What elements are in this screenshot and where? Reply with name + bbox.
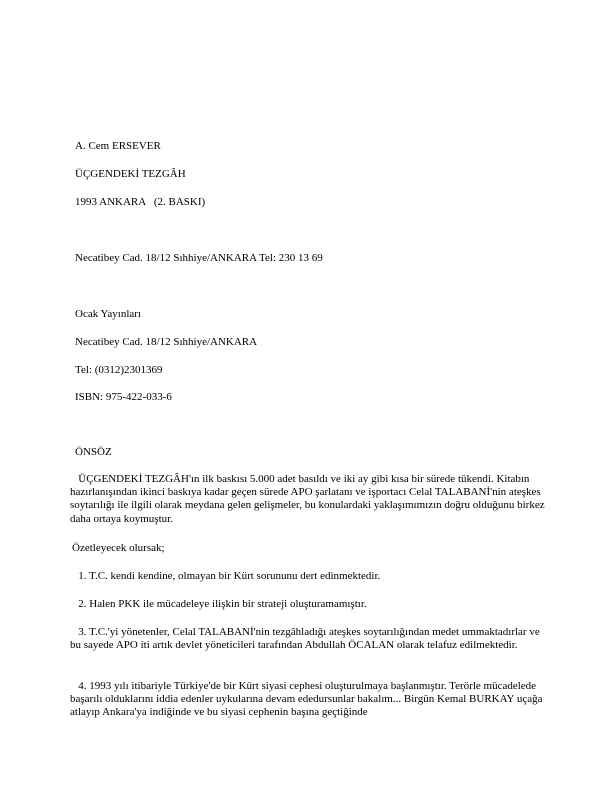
edition-info: 1993 ANKARA (2. BASKI) — [75, 196, 206, 208]
publisher-phone: Tel: (0312)2301369 — [75, 364, 163, 376]
publisher-name: Ocak Yayınları — [75, 308, 141, 320]
book-title: ÜÇGENDEKİ TEZGÂH — [75, 168, 186, 180]
publisher-address: Necatibey Cad. 18/12 Sıhhiye/ANKARA — [75, 336, 258, 348]
list-item-1: 1. T.C. kendi kendine, olmayan bir Kürt sorununu dert edinmektedir. — [70, 570, 381, 582]
preface-heading: ÖNSÖZ — [75, 446, 112, 458]
author-address: Necatibey Cad. 18/12 Sıhhiye/ANKARA Tel: 230 13 69 — [75, 252, 323, 264]
list-item-4: 4. 1993 yılı itibariyle Türkiye'de bir Kürt siyasi cephesi oluşturulmaya başlanmıştır. Terörle mücadelede başarılı olduklarını iddia edenler uykularına devam ededursunlar bakalım... Birgün Kemal BURKAY uçağa atlayıp Ankara'ya indiğinde ve bu siyasi cephenin başına geçtiğinde — [70, 680, 546, 719]
summary-label: Özetleyecek olursak; — [72, 542, 165, 554]
preface-intro-paragraph: ÜÇGENDEKİ TEZGÂH'ın ilk baskısı 5.000 adet basıldı ve iki ay gibi kısa bir sürede tükendi. Kitabın hazırlanışından ikinci baskıya kadar geçen sürede APO şarlatanı ve işportacı Celal TALABANİ'nin ateşkes soytarılığı ile ilgili olarak meydana gelen gelişmeler, bu konulardaki yaklaşımımızın doğru olduğunu birkez daha ortaya koymuştur. — [70, 473, 548, 525]
author-name: A. Cem ERSEVER — [75, 140, 161, 152]
list-item-2: 2. Halen PKK ile mücadeleye ilişkin bir strateji oluşturamamıştır. — [70, 598, 367, 610]
list-item-3: 3. T.C.'yi yönetenler, Celal TALABANİ'nin tezgâhladığı ateşkes soytarılığından medet ummaktadırlar ve bu sayede APO iti artık devlet yöneticileri tarafından Abdullah ÖCALAN olarak telafuz edilmektedir. — [70, 626, 543, 652]
isbn: ISBN: 975-422-033-6 — [75, 391, 172, 403]
